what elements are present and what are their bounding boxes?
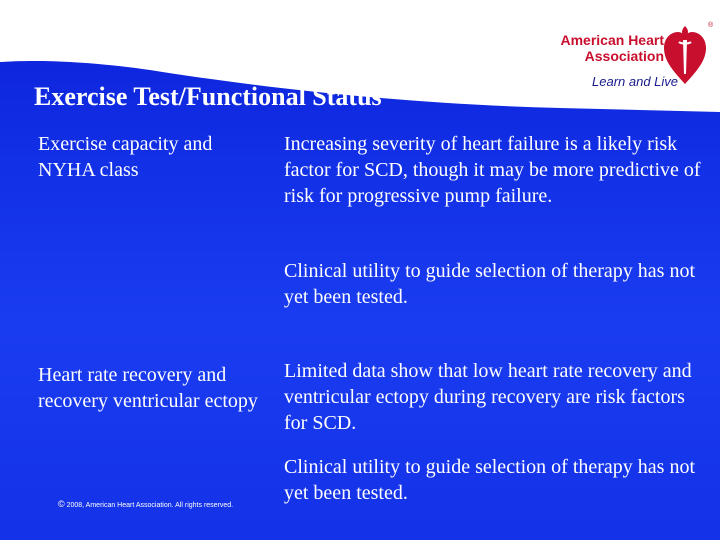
row-2-measure: Heart rate recovery and recovery ventricular ectopy [38, 364, 258, 412]
row-1-finding-1: Increasing severity of heart failure is a likely risk factor for SCD, though it may be more predictive of risk for progressive pump failure. [284, 133, 701, 207]
slide-title: Exercise Test/Functional Status [34, 82, 382, 111]
copyright-symbol: © [58, 499, 65, 509]
logo-tagline: Learn and Live [592, 74, 679, 89]
row-1-finding-2: Clinical utility to guide selection of therapy has not yet been tested. [284, 260, 696, 308]
logo-name-line1: American Heart [560, 32, 664, 48]
row-2-finding-2: Clinical utility to guide selection of therapy has not yet been tested. [284, 456, 696, 504]
registered-mark: ® [708, 22, 714, 29]
logo-name-line2: Association [584, 48, 664, 64]
aha-logo [552, 14, 720, 94]
copyright-text: 2008, American Heart Association. All rights reserved. [66, 502, 234, 509]
logo-name [556, 32, 664, 64]
row-1-measure: Exercise capacity and NYHA class [38, 133, 213, 181]
copyright-footer [58, 499, 233, 509]
row-2-finding-1: Limited data show that low heart rate recovery and ventricular ectopy during recovery are risk factors for SCD. [284, 360, 692, 434]
